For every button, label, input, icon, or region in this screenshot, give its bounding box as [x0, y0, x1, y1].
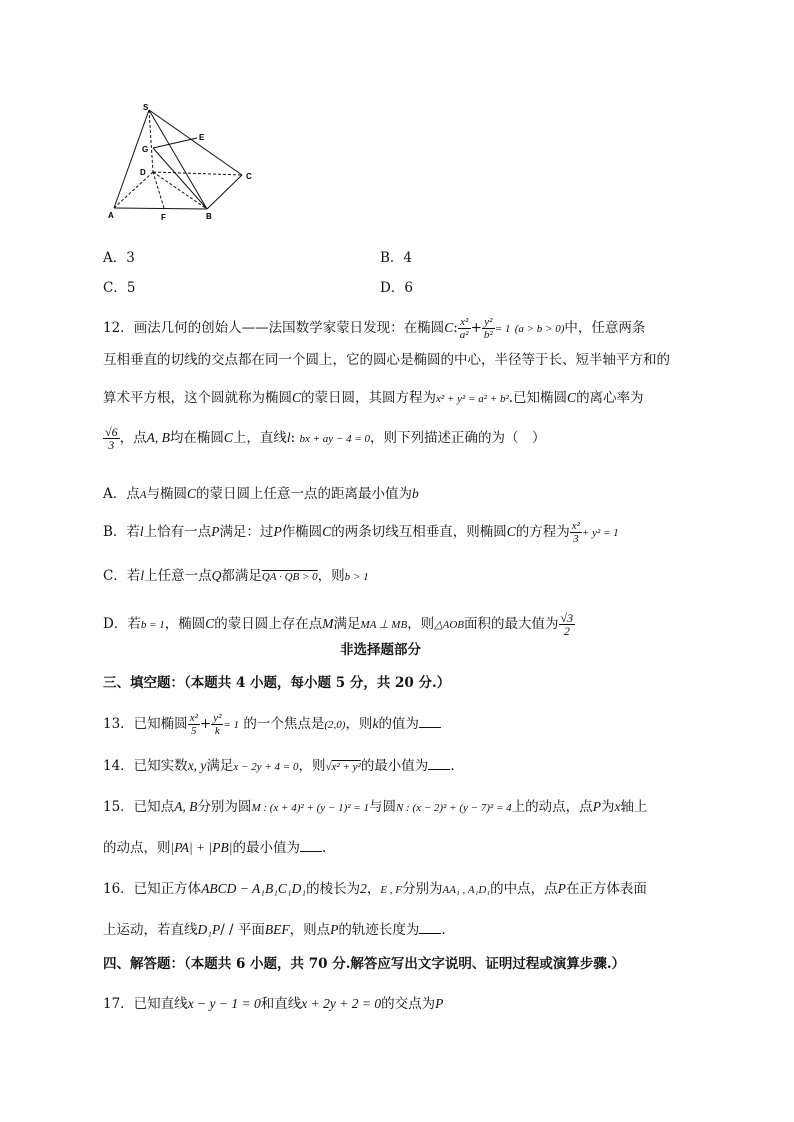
vertex-label: C — [246, 172, 252, 181]
answer-blank — [419, 921, 441, 934]
q12-option-a: A．点A与椭圆C的蒙日圆上任意一点的距离最小值为b — [103, 486, 419, 502]
q12-option-b: B．若l上恰有一点P满足：过P作椭圆C的两条切线互相垂直，则椭圆C的方程为 $\frac{\text{x²}}{3}$ + y² = 1 — [103, 520, 619, 545]
q15-line1: 15．已知点A, B分别为圆M : (x + 4)² + (y − 1)² = 1与圆N : (x − 2)² + (y − 7)² = 4上的动点，点P为x轴上 — [103, 799, 648, 815]
q11-option-b: B．4 — [380, 250, 413, 266]
section4-heading: 四、解答题：（本题共 6 小题，共 70 分.解答应写出文字说明、证明过程或演算步骤.） — [103, 956, 626, 972]
circle-equation: x² + y² = a² + b² — [436, 393, 509, 405]
q11-option-d: D．6 — [380, 280, 413, 296]
q12-after-cond: 中，任意两条 — [564, 320, 646, 336]
vertex-label: E — [199, 133, 205, 142]
q12-line4: $\frac{√6}{3}$ ，点A, B均在椭圆C上，直线l: bx + ay − 4 = 0，则下列描述正确的为（ ） — [105, 425, 546, 452]
answer-blank — [300, 839, 322, 852]
vertex-label: A — [108, 211, 114, 220]
q16-line2: 上运动，若直线D₁P/ / 平面BEF，则点P的轨迹长度为 . — [103, 922, 446, 938]
fraction-y2-b2: $\frac{\text{y²}}{\text{b²}}$ — [483, 316, 493, 341]
q12-line1: 12．画法几何的创始人——法国数学家蒙日发现：在椭圆C: $\frac{\text{x²}}{\text{a²}}$ + $\frac{\text{y²}}{\text{b²}}$ = 1 (a > b > 0)中，任意两条 — [103, 316, 646, 341]
q12-intro: 画法几何的创始人——法国数学家蒙日发现：在椭圆 — [133, 320, 445, 336]
section3-heading: 三、填空题：（本题共 4 小题，每小题 5 分，共 20 分.） — [103, 675, 451, 691]
q14: 14．已知实数x, y满足x − 2y + 4 = 0，则√x² + y²的最小值为 . — [103, 758, 455, 774]
section-nonchoice-heading: 非选择题部分 — [340, 642, 421, 658]
pyramid-figure — [100, 100, 260, 225]
answer-blank — [419, 715, 441, 728]
vertex-label: S — [143, 103, 149, 112]
q12-option-c: C．若l上任意一点Q都满足QA · QB > 0，则b > 1 — [103, 568, 369, 584]
q15-line2: 的动点，则|PA| + |PB|的最小值为 . — [103, 840, 327, 856]
q11-option-c: C．5 — [103, 280, 136, 296]
q12-number: 12． — [103, 320, 134, 336]
q12-line3: 算术平方根，这个圆就称为椭圆C的蒙日圆，其圆方程为x² + y² = a² + b².已知椭圆C的离心率为 — [103, 390, 644, 406]
q13: 13．已知椭圆 $\frac{\text{x²}}{5}$ + $\frac{\text{y²}}{k}$ = 1 的一个焦点是(2,0)，则k的值为 — [103, 712, 441, 737]
ellipse-symbol: C — [444, 320, 454, 335]
vertex-label: B — [206, 212, 212, 221]
vector-dot-product: QA · QB > 0 — [261, 571, 318, 583]
q17: 17．已知直线x − y − 1 = 0和直线x + 2y + 2 = 0的交点为P — [103, 996, 444, 1012]
line-equation: bx + ay − 4 = 0 — [299, 433, 371, 445]
vertex-label: F — [161, 213, 166, 222]
q11-option-a: A．3 — [103, 250, 135, 266]
sqrt-expression: √x² + y² — [325, 761, 361, 773]
fraction-x2-a2: $\frac{\text{x²}}{\text{a²}}$ — [459, 316, 469, 341]
pyramid-diagram — [100, 100, 260, 225]
eccentricity-fraction: $\frac{√6}{3}$ — [105, 425, 118, 452]
q12-option-d: D．若b = 1，椭圆C的蒙日圆上存在点M满足MA ⊥ MB，则△AOB面积的最大值为 $\frac{√3}{2}$ — [103, 611, 574, 638]
q16-line1: 16．已知正方体ABCD − A₁B₁C₁D₁的棱长为2，E , F分别为AA₁ , A₁D₁的中点，点P在正方体表面 — [103, 881, 647, 897]
vertex-label: D — [140, 168, 146, 177]
vertex-label: G — [142, 145, 149, 154]
q12-line2: 互相垂直的切线的交点都在同一个圆上，它的圆心是椭圆的中心，半径等于长、短半轴平方和的 — [103, 352, 670, 368]
condition: (a > b > 0) — [514, 323, 565, 335]
answer-blank — [428, 757, 450, 770]
